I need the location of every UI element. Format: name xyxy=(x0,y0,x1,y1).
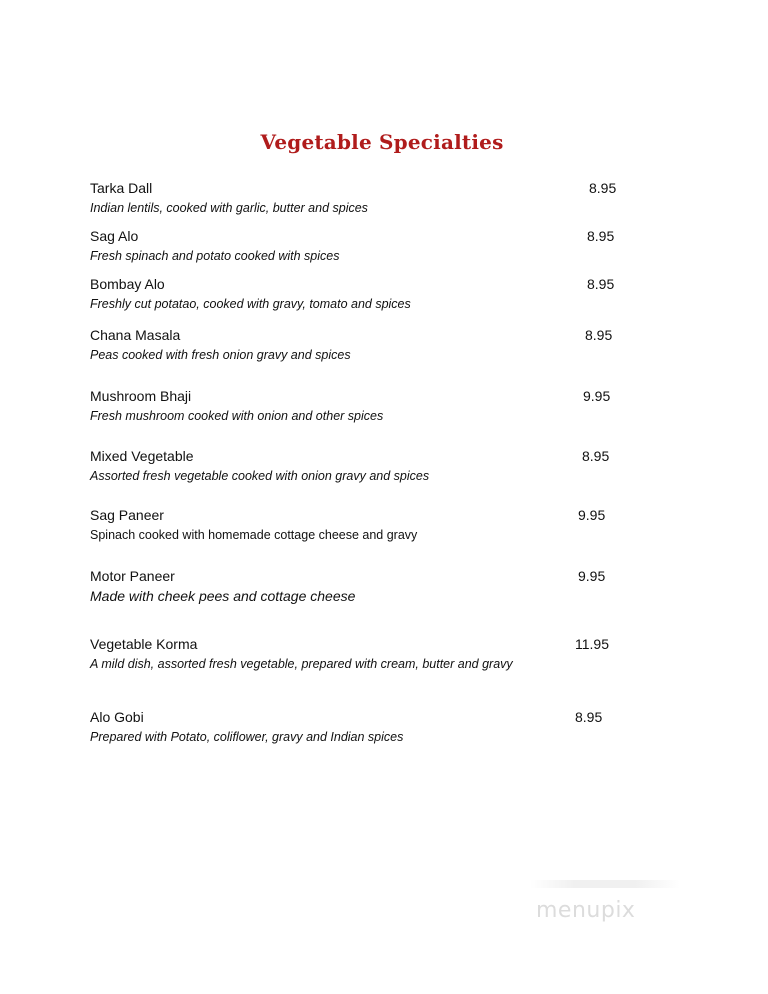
item-description: Fresh mushroom cooked with onion and other spices xyxy=(90,409,384,423)
item-name: Sag Alo xyxy=(90,228,139,244)
item-price: 8.95 xyxy=(587,276,615,292)
item-description: Assorted fresh vegetable cooked with onion gravy and spices xyxy=(90,469,430,483)
menu-item-mixed-vegetable xyxy=(90,448,650,484)
item-price: 11.95 xyxy=(575,636,609,652)
item-description: Prepared with Potato, coliflower, gravy and Indian spices xyxy=(90,730,404,744)
item-name: Motor Paneer xyxy=(90,568,175,584)
item-price: 8.95 xyxy=(582,448,610,464)
section-title: Vegetable Specialties xyxy=(260,130,504,154)
menu-item-bombay-alo xyxy=(90,276,650,312)
menu-item-chana-masala xyxy=(90,327,650,363)
menu-item-motor-paneer xyxy=(90,568,650,604)
menu-item-vegetable-korma xyxy=(90,636,650,672)
item-description: Freshly cut potatao, cooked with gravy, tomato and spices xyxy=(90,297,411,311)
item-description: A mild dish, assorted fresh vegetable, prepared with cream, butter and gravy xyxy=(90,657,513,671)
item-price: 8.95 xyxy=(575,709,603,725)
menu-item-tarka-dall xyxy=(90,180,650,216)
item-name: Mixed Vegetable xyxy=(90,448,194,464)
menu-item-alo-gobi xyxy=(90,709,650,745)
item-price: 9.95 xyxy=(578,507,606,523)
item-price: 8.95 xyxy=(587,228,615,244)
item-description: Made with cheek pees and cottage cheese xyxy=(90,588,356,604)
item-price: 8.95 xyxy=(585,327,613,343)
watermark-strip xyxy=(530,880,680,888)
item-description: Indian lentils, cooked with garlic, butter and spices xyxy=(90,201,368,215)
item-name: Sag Paneer xyxy=(90,507,164,523)
item-price: 9.95 xyxy=(578,568,606,584)
item-name: Chana Masala xyxy=(90,327,181,343)
item-price: 8.95 xyxy=(589,180,617,196)
menu-item-mushroom-bhaji xyxy=(90,388,650,424)
item-name: Mushroom Bhaji xyxy=(90,388,192,404)
item-description: Peas cooked with fresh onion gravy and spices xyxy=(90,348,351,362)
menu-item-sag-alo xyxy=(90,228,650,264)
watermark-logo: menupix xyxy=(536,898,636,923)
item-description: Fresh spinach and potato cooked with spices xyxy=(90,249,340,263)
item-name: Alo Gobi xyxy=(90,709,144,725)
item-name: Tarka Dall xyxy=(90,180,153,196)
menu-item-sag-paneer xyxy=(90,507,650,543)
item-name: Vegetable Korma xyxy=(90,636,198,652)
item-name: Bombay Alo xyxy=(90,276,165,292)
item-description: Spinach cooked with homemade cottage cheese and gravy xyxy=(90,528,418,542)
item-price: 9.95 xyxy=(583,388,611,404)
